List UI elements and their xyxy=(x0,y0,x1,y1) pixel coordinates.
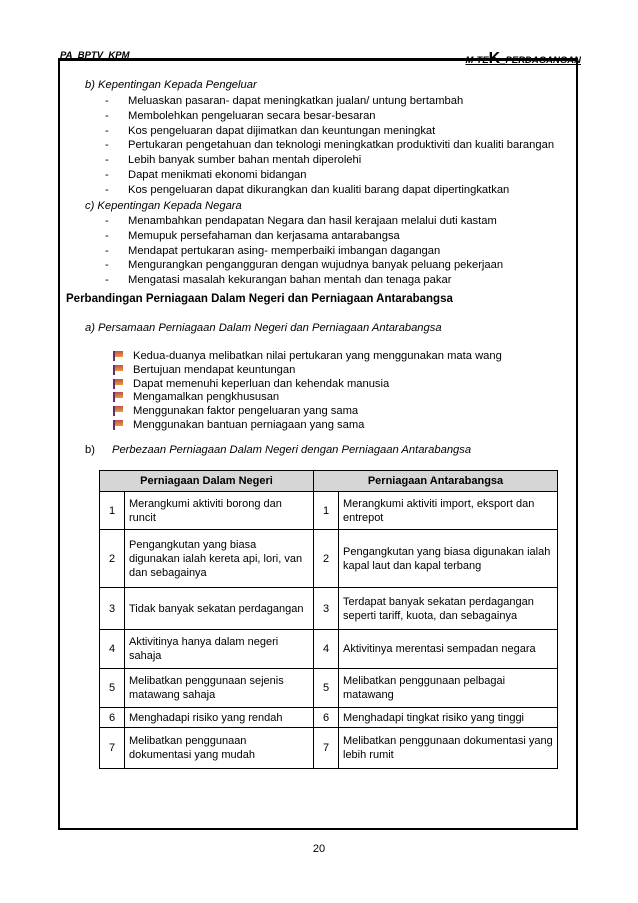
section-b-heading: b) Kepentingan Kepada Pengeluar xyxy=(85,79,257,91)
difference-label: b) xyxy=(85,444,95,456)
list-item: - Menambahkan pendapatan Negara dan hasil kerajaan melalui duti kastam xyxy=(105,215,497,227)
list-item: - Mendapat pertukaran asing- memperbaiki imbangan dagangan xyxy=(105,244,441,257)
flag-bullet-icon xyxy=(113,365,123,374)
list-item: - Kos pengeluaran dapat dijimatkan dan keuntungan meningkat xyxy=(105,124,436,137)
list-item: - Kos pengeluaran dapat dikurangkan dan kualiti barang dapat dipertingkatkan xyxy=(105,183,510,196)
table-cell: Menghadapi tingkat risiko yang tinggi xyxy=(339,708,558,728)
table-cell: Merangkumi aktiviti borong dan runcit xyxy=(125,492,314,530)
table-cell: Melibatkan penggunaan sejenis matawang sahaja xyxy=(125,669,314,708)
list-item: - Pertukaran pengetahuan dan teknologi meningkatkan produktiviti dan kualiti barangan xyxy=(105,139,555,152)
header-right-k: K xyxy=(488,50,501,67)
table-cell: Tidak banyak sekatan perdagangan xyxy=(125,588,314,630)
similarity-heading: a) Persamaan Perniagaan Dalam Negeri dan Perniagaan Antarabangsa xyxy=(85,322,442,334)
similarity-list xyxy=(113,350,502,433)
table-cell: Melibatkan penggunaan dokumentasi yang mudah xyxy=(125,728,314,769)
table-cell: Pengangkutan yang biasa digunakan ialah kapal laut dan kapal terbang xyxy=(339,530,558,588)
list-item: Dapat memenuhi keperluan dan kehendak manusia xyxy=(113,378,502,392)
row-number-cell: 1 xyxy=(314,492,339,530)
table-cell: Aktivitinya merentasi sempadan negara xyxy=(339,630,558,669)
column-header-international: Perniagaan Antarabangsa xyxy=(314,471,558,492)
list-item: Kedua-duanya melibatkan nilai pertukaran yang menggunakan mata wang xyxy=(113,350,502,364)
section-c-heading: c) Kepentingan Kepada Negara xyxy=(85,200,242,212)
list-item: - Meluaskan pasaran- dapat meningkatkan jualan/ untung bertambah xyxy=(105,95,464,107)
list-item: Menggunakan bantuan perniagaan yang sama xyxy=(113,419,502,433)
table-row xyxy=(100,708,558,728)
column-header-domestic: Perniagaan Dalam Negeri xyxy=(100,471,314,492)
table-row xyxy=(100,630,558,669)
list-item: - Lebih banyak sumber bahan mentah diperolehi xyxy=(105,154,362,167)
list-item: - Memupuk persefahaman dan kerjasama antarabangsa xyxy=(105,229,400,242)
table-row xyxy=(100,669,558,708)
row-number-cell: 5 xyxy=(314,669,339,708)
comparison-title: Perbandingan Perniagaan Dalam Negeri dan Perniagaan Antarabangsa xyxy=(66,293,453,305)
row-number-cell: 3 xyxy=(100,588,125,630)
section-c-list xyxy=(105,214,503,288)
difference-heading: Perbezaan Perniagaan Dalam Negeri dengan Perniagaan Antarabangsa xyxy=(112,444,472,456)
table-row xyxy=(100,492,558,530)
list-item: Menggunakan faktor pengeluaran yang sama xyxy=(113,405,502,419)
page-number: 20 xyxy=(312,843,326,855)
row-number-cell: 2 xyxy=(314,530,339,588)
table-cell: Terdapat banyak sekatan perdagangan seperti tariff, kuota, dan sebagainya xyxy=(339,588,558,630)
row-number-cell: 5 xyxy=(100,669,125,708)
list-item: - Membolehkan pengeluaran secara besar-besaran xyxy=(105,109,376,122)
row-number-cell: 7 xyxy=(314,728,339,769)
flag-bullet-icon xyxy=(113,406,123,415)
flag-bullet-icon xyxy=(113,379,123,388)
table-cell: Melibatkan penggunaan pelbagai matawang xyxy=(339,669,558,708)
header-right-prefix: M-TE xyxy=(465,55,489,66)
header-left: PA_BPTV_KPM xyxy=(60,50,130,61)
table-cell: Pengangkutan yang biasa digunakan ialah kereta api, lori, van dan sebagainya xyxy=(125,530,314,588)
flag-bullet-icon xyxy=(113,392,123,401)
flag-bullet-icon xyxy=(113,420,123,429)
row-number-cell: 2 xyxy=(100,530,125,588)
table-row xyxy=(100,728,558,769)
table-cell: Menghadapi risiko yang rendah xyxy=(125,708,314,728)
list-item: Bertujuan mendapat keuntungan xyxy=(113,364,502,378)
row-number-cell: 4 xyxy=(100,630,125,669)
table-row xyxy=(100,530,558,588)
comparison-table xyxy=(99,470,558,769)
table-cell: Merangkumi aktiviti import, eksport dan entrepot xyxy=(339,492,558,530)
table-row xyxy=(100,588,558,630)
list-item: - Mengatasi masalah kekurangan bahan mentah dan tenaga pakar xyxy=(105,274,452,287)
list-item: - Dapat menikmati ekonomi bidangan xyxy=(105,168,307,181)
row-number-cell: 4 xyxy=(314,630,339,669)
row-number-cell: 6 xyxy=(100,708,125,728)
table-header-row xyxy=(100,471,558,492)
flag-bullet-icon xyxy=(113,351,123,360)
table-cell: Aktivitinya hanya dalam negeri sahaja xyxy=(125,630,314,669)
header-right-suffix: _PERDAGANGAN xyxy=(500,55,581,66)
row-number-cell: 6 xyxy=(314,708,339,728)
row-number-cell: 3 xyxy=(314,588,339,630)
list-item: Mengamalkan pengkhususan xyxy=(113,391,502,405)
list-item: - Mengurangkan pengangguran dengan wujudnya banyak peluang pekerjaan xyxy=(105,259,504,272)
row-number-cell: 1 xyxy=(100,492,125,530)
table-cell: Melibatkan penggunaan dokumentasi yang lebih rumit xyxy=(339,728,558,769)
section-b-list xyxy=(105,94,554,198)
row-number-cell: 7 xyxy=(100,728,125,769)
